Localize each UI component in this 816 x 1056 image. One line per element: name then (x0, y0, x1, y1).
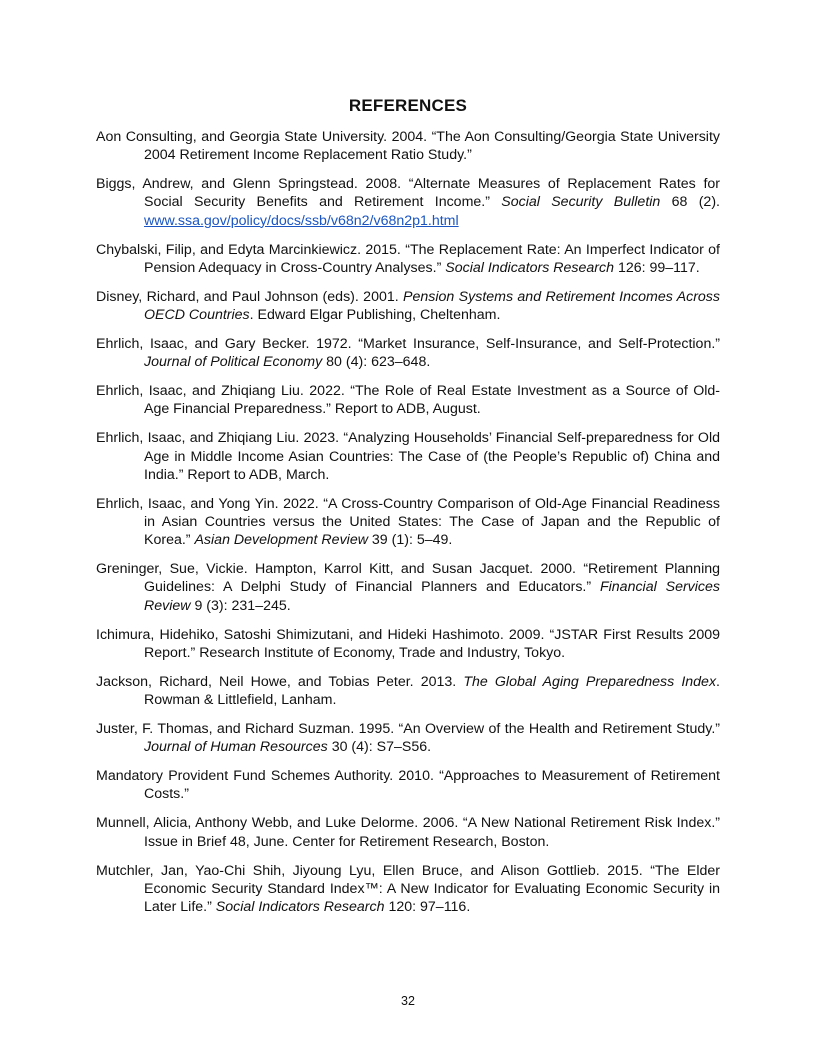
reference-text: 120: 97–116. (384, 899, 471, 916)
reference-entry (96, 382, 720, 418)
reference-publication: Social Indicators Research (445, 259, 615, 276)
reference-text: . Edward Elgar Publishing, Cheltenham. (249, 307, 501, 324)
reference-text: Biggs, Andrew, and Glenn Springstead. 2008. “Alternate Measures of Replacement Rates for Social Security Benefits and Retirement Income.” (96, 176, 720, 211)
reference-text: Mandatory Provident Fund Schemes Authority. 2010. “Approaches to Measurement of Retirement Costs.” (96, 768, 720, 803)
reference-text: Ehrlich, Isaac, and Zhiqiang Liu. 2022. “The Role of Real Estate Investment as a Source of Old-Age Financial Preparedness.” Report to ADB, August. (96, 383, 720, 418)
reference-entry (96, 767, 720, 803)
page-number: 32 (401, 994, 415, 1008)
reference-publication: Pension Systems and Retirement Incomes Across OECD Countries (144, 288, 720, 324)
reference-link[interactable]: www.ssa.gov/policy/docs/ssb/v68n2/v68n2p1.html (144, 212, 459, 229)
reference-text: 39 (1): 5–49. (367, 532, 453, 549)
reference-publication: Journal of Political Economy (144, 354, 323, 371)
reference-text: Jackson, Richard, Neil Howe, and Tobias Peter. 2013. (96, 673, 464, 690)
reference-entry (96, 429, 720, 484)
reference-publication: Asian Development Review (194, 532, 368, 549)
reference-text: 80 (4): 623–648. (322, 354, 431, 371)
reference-text: 9 (3): 231–245. (190, 597, 291, 614)
reference-text: Munnell, Alicia, Anthony Webb, and Luke Delorme. 2006. “A New National Retirement Risk Index.” Issue in Brief 48, June. Center for Retirement Research, Boston. (96, 815, 720, 850)
reference-text: Greninger, Sue, Vickie. Hampton, Karrol Kitt, and Susan Jacquet. 2000. “Retirement Planning Guidelines: A Delphi Study of Financial Planners and Educators.” (96, 561, 720, 596)
reference-publication: The Global Aging Preparedness Index (463, 673, 717, 690)
reference-entry (96, 862, 720, 917)
reference-text: Ichimura, Hidehiko, Satoshi Shimizutani, and Hideki Hashimoto. 2009. “JSTAR First Results 2009 Report.” Research Institute of Economy, Trade and Industry, Tokyo. (96, 626, 720, 661)
references-list (96, 128, 720, 927)
reference-entry (96, 673, 720, 709)
reference-text: Ehrlich, Isaac, and Yong Yin. 2022. “A Cross-Country Comparison of Old-Age Financial Readiness in Asian Countries versus the United States: The Case of Japan and the Republic of Korea.” (96, 495, 720, 549)
reference-text: Disney, Richard, and Paul Johnson (eds). 2001. (96, 288, 404, 305)
page-title: REFERENCES (348, 96, 468, 115)
reference-text: 126: 99–117. (614, 259, 700, 276)
reference-entry (96, 720, 720, 756)
reference-entry (96, 175, 720, 230)
reference-entry (96, 335, 720, 371)
reference-entry (96, 128, 720, 164)
reference-publication: Journal of Human Resources (144, 739, 328, 756)
reference-entry (96, 241, 720, 277)
reference-text: Chybalski, Filip, and Edyta Marcinkiewicz. 2015. “The Replacement Rate: An Imperfect Indicator of Pension Adequacy in Cross-Country Analyses.” (96, 241, 720, 276)
reference-text: Ehrlich, Isaac, and Gary Becker. 1972. “Market Insurance, Self-Insurance, and Self-Protection.” (96, 336, 720, 353)
reference-entry (96, 560, 720, 615)
reference-text: Aon Consulting, and Georgia State University. 2004. “The Aon Consulting/Georgia State University 2004 Retirement Income Replacement Ratio Study.” (96, 129, 720, 164)
reference-entry (96, 814, 720, 850)
reference-text: 68 (2). (660, 194, 720, 211)
reference-entry (96, 626, 720, 662)
reference-publication: Social Indicators Research (215, 899, 385, 916)
reference-text: 30 (4): S7–S56. (327, 739, 432, 756)
reference-text: Mutchler, Jan, Yao-Chi Shih, Jiyoung Lyu, Ellen Bruce, and Alison Gottlieb. 2015. “The Elder Economic Security Standard Index™: A New Indicator for Evaluating Economic Security in Later Life.” (96, 862, 720, 916)
reference-text: Ehrlich, Isaac, and Zhiqiang Liu. 2023. “Analyzing Households’ Financial Self-preparedness for Old Age in Middle Income Asian Countries: The Case of (the People’s Republic of) China and India.” Report to ADB, March. (96, 430, 720, 483)
reference-entry (96, 288, 720, 324)
reference-text: . Rowman & Littlefield, Lanham. (144, 673, 720, 709)
reference-entry (96, 495, 720, 550)
reference-text: Juster, F. Thomas, and Richard Suzman. 1995. “An Overview of the Health and Retirement Study.” (96, 721, 720, 738)
reference-publication: Social Security Bulletin (501, 194, 661, 211)
reference-publication: Financial Services Review (144, 579, 721, 614)
